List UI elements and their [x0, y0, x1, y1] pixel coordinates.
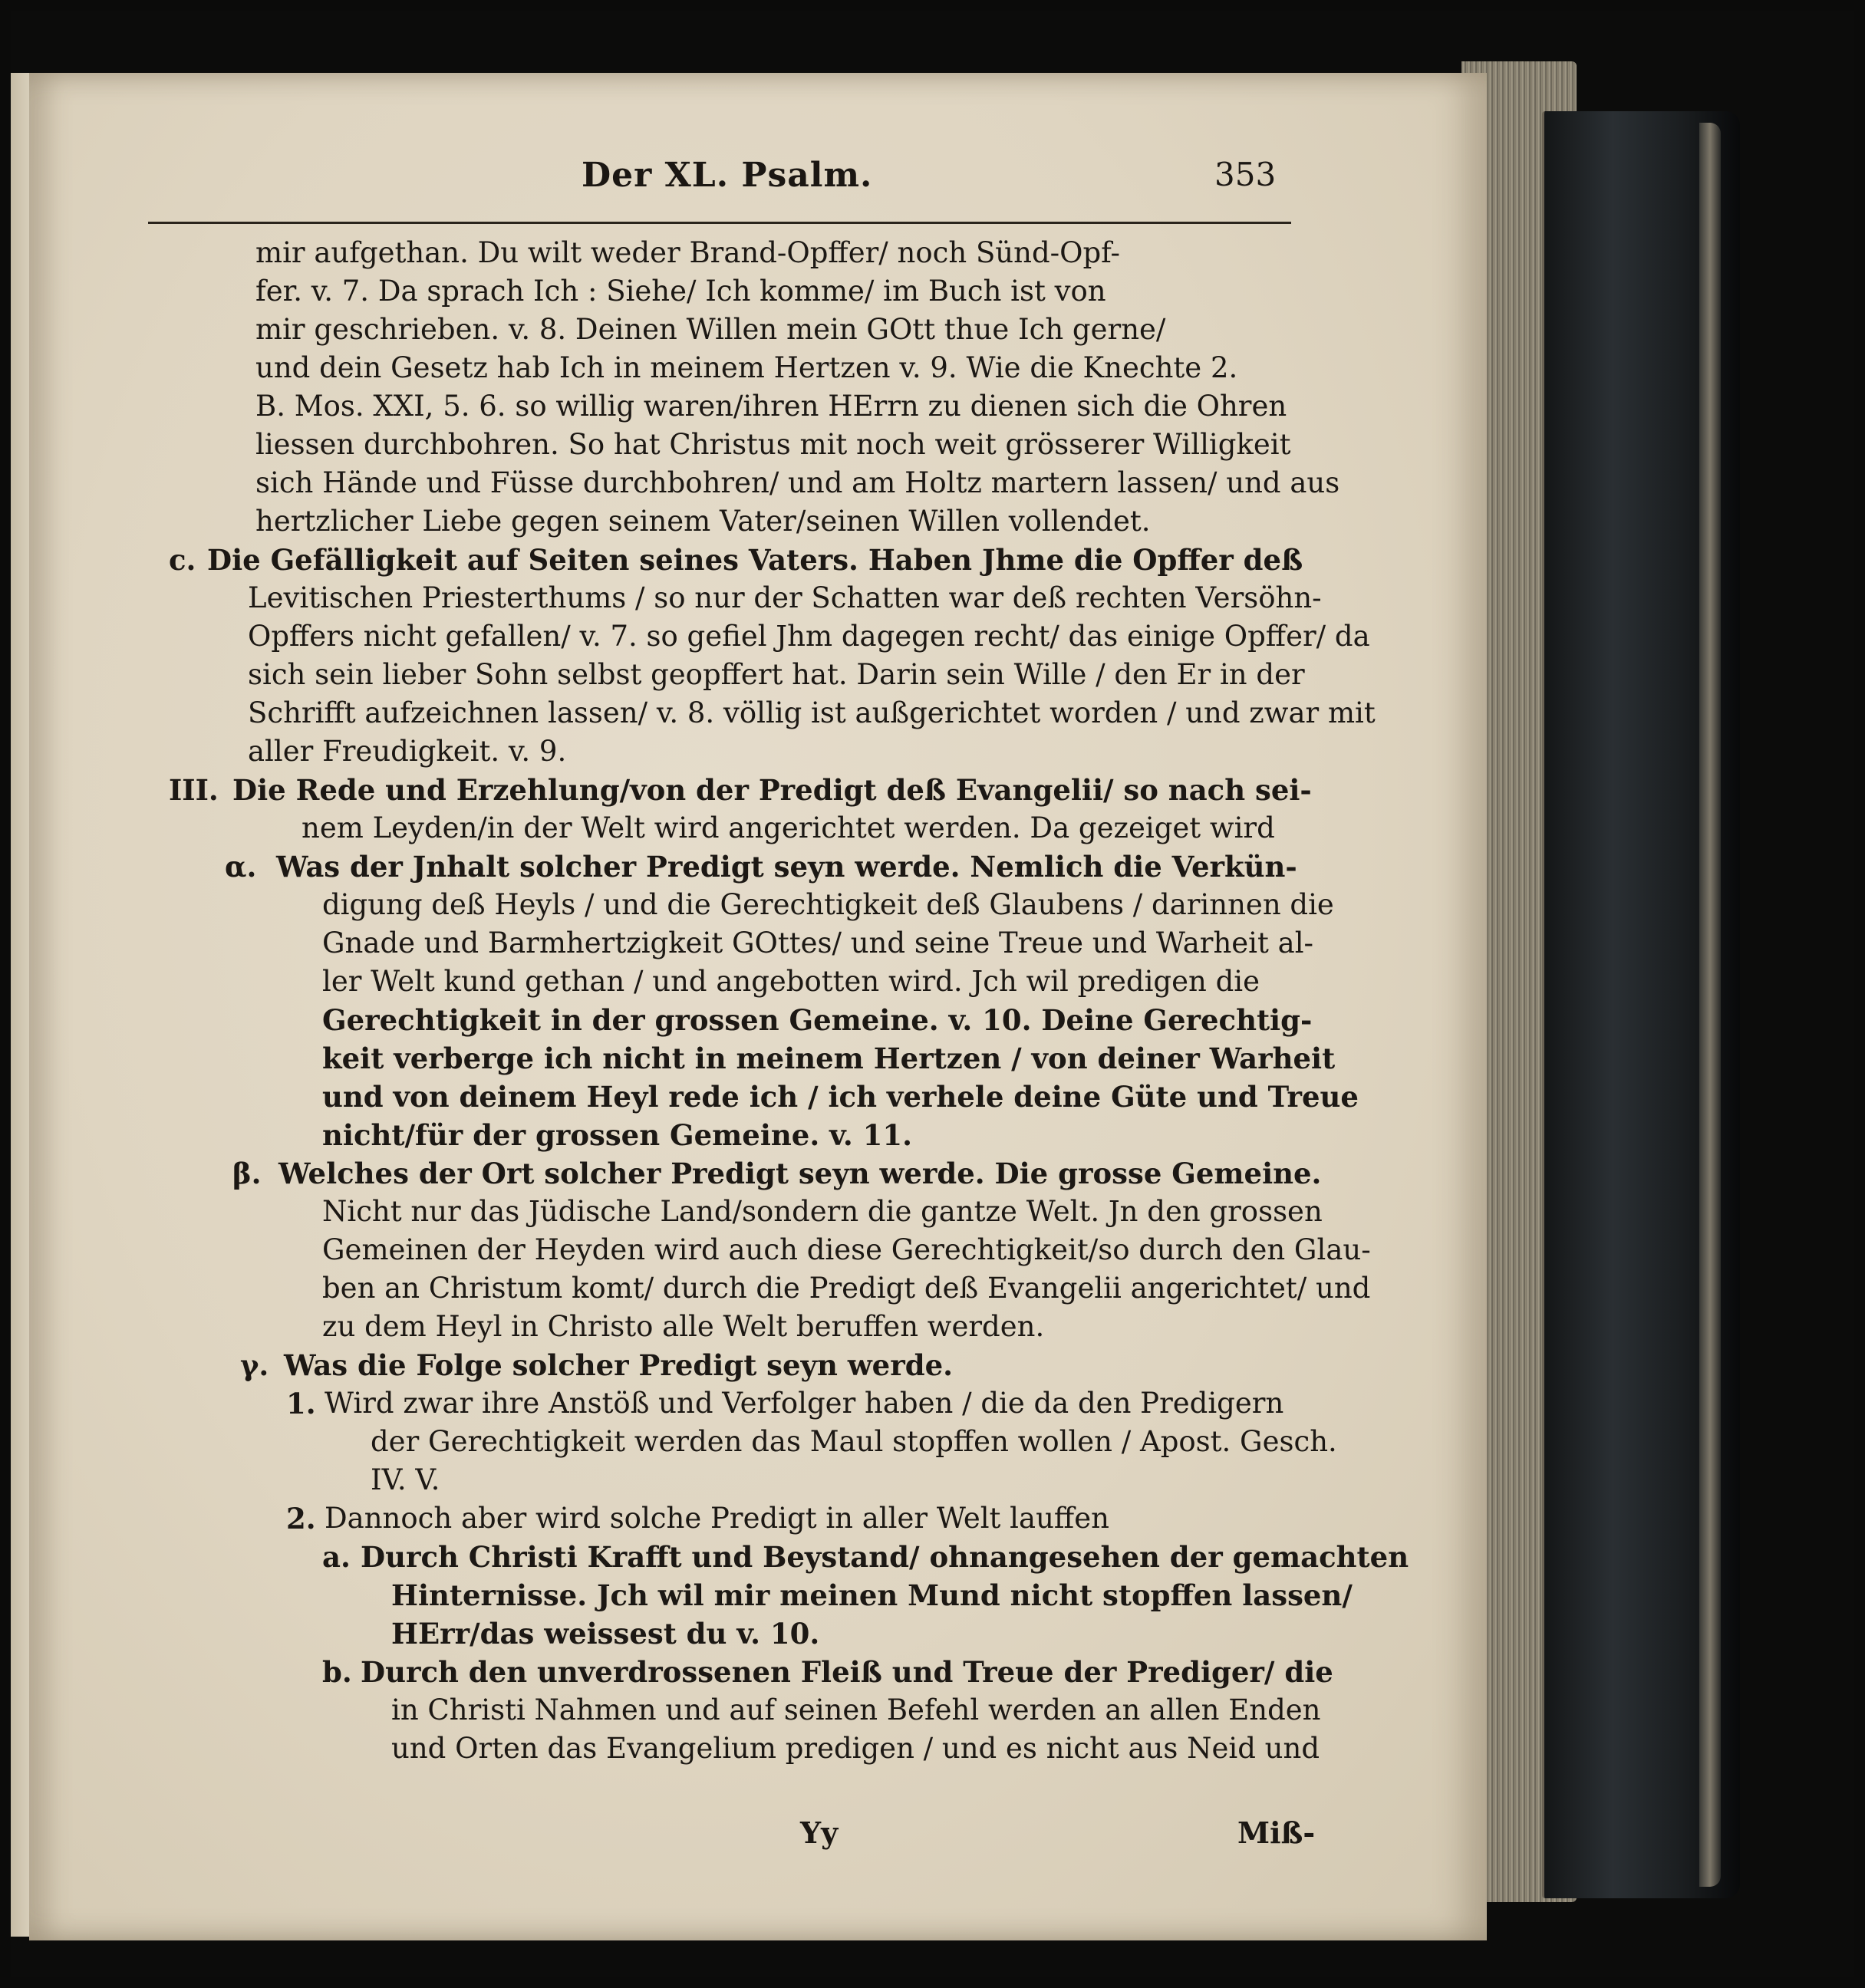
text-line: hertzlicher Liebe gegen seinem Vater/seinen Willen vollendet. — [255, 505, 1151, 538]
book-page — [29, 73, 1487, 1940]
outline-marker-2: 2. — [286, 1502, 316, 1535]
outline-marker-a: a. — [322, 1540, 351, 1574]
text-line: Opffers nicht gefallen/ v. 7. so gefiel Jhm dagegen recht/ das einige Opffer/ da — [248, 620, 1370, 653]
text-line: der Gerechtigkeit werden das Maul stopffen wollen / Apost. Gesch. — [371, 1425, 1337, 1458]
text-line: und dein Gesetz hab Ich in meinem Hertzen v. 9. Wie die Knechte 2. — [255, 351, 1238, 384]
text-line: Durch den unverdrossenen Fleiß und Treue der Prediger/ die — [361, 1655, 1333, 1689]
text-line: IV. V. — [371, 1463, 440, 1496]
text-line: mir aufgethan. Du wilt weder Brand-Opffer/ noch Sünd-Opf- — [255, 236, 1121, 269]
header-rule — [148, 222, 1291, 224]
outline-marker-alpha: α. — [225, 850, 257, 884]
outline-marker-b: b. — [322, 1655, 352, 1689]
text-line: Levitischen Priesterthums / so nur der Schatten war deß rechten Versöhn- — [248, 581, 1322, 614]
text-line: in Christi Nahmen und auf seinen Befehl werden an allen Enden — [391, 1693, 1321, 1726]
text-line: Was die Folge solcher Predigt seyn werde. — [284, 1348, 954, 1382]
text-line: Was der Jnhalt solcher Predigt seyn werde. Nemlich die Verkün- — [276, 850, 1297, 884]
text-line: HErr/das weissest du v. 10. — [391, 1617, 820, 1651]
text-line: Hinternisse. Jch wil mir meinen Mund nicht stopffen lassen/ — [391, 1578, 1353, 1612]
text-line: Welches der Ort solcher Predigt seyn werde. Die grosse Gemeine. — [278, 1157, 1322, 1190]
facing-page-edge — [0, 73, 31, 1937]
text-line: Nicht nur das Jüdische Land/sondern die gantze Welt. Jn den grossen — [322, 1195, 1323, 1228]
text-line: Die Gefälligkeit auf Seiten seines Vaters. Haben Jhme die Opffer deß — [207, 543, 1303, 577]
text-line: sich sein lieber Sohn selbst geopffert hat. Darin sein Wille / den Er in der — [248, 658, 1305, 691]
outline-marker-beta: β. — [232, 1157, 262, 1190]
text-line: aller Freudigkeit. v. 9. — [248, 735, 567, 768]
outline-marker-c: c. — [169, 543, 196, 577]
text-line: sich Hände und Füsse durchbohren/ und am Holtz martern lassen/ und aus — [255, 466, 1340, 499]
text-line: und Orten das Evangelium predigen / und es nicht aus Neid und — [391, 1732, 1320, 1765]
text-line: und von deinem Heyl rede ich / ich verhele deine Güte und Treue — [322, 1080, 1359, 1114]
text-line: liessen durchbohren. So hat Christus mit noch weit grösserer Willigkeit — [255, 428, 1291, 461]
text-line: mir geschrieben. v. 8. Deinen Willen mein GOtt thue Ich gerne/ — [255, 313, 1166, 346]
outline-marker-1: 1. — [286, 1387, 316, 1420]
text-line: keit verberge ich nicht in meinem Hertzen / von deiner Warheit — [322, 1042, 1336, 1075]
cover-edge — [1699, 123, 1721, 1887]
outline-marker-III: III. — [169, 773, 219, 807]
text-line: Dannoch aber wird solche Predigt in aller Welt lauffen — [325, 1502, 1109, 1535]
text-line: ler Welt kund gethan / und angebotten wird. Jch wil predigen die — [322, 965, 1260, 998]
text-line: fer. v. 7. Da sprach Ich : Siehe/ Ich komme/ im Buch ist von — [255, 275, 1106, 308]
text-line: nem Leyden/in der Welt wird angerichtet werden. Da gezeiget wird — [301, 811, 1275, 844]
text-line: Gnade und Barmhertzigkeit GOttes/ und seine Treue und Warheit al- — [322, 927, 1314, 959]
text-line: digung deß Heyls / und die Gerechtigkeit deß Glaubens / darinnen die — [322, 888, 1334, 921]
outline-marker-gamma: γ. — [240, 1348, 269, 1382]
text-line: Wird zwar ihre Anstöß und Verfolger haben / die da den Predigern — [325, 1387, 1284, 1420]
page-number: 353 — [1214, 156, 1277, 193]
text-line: B. Mos. XXI, 5. 6. so willig waren/ihren HErrn zu dienen sich die Ohren — [255, 390, 1287, 423]
text-line: Gerechtigkeit in der grossen Gemeine. v. 10. Deine Gerechtig- — [322, 1003, 1313, 1037]
text-line: Durch Christi Krafft und Beystand/ ohnangesehen der gemachten — [361, 1540, 1409, 1574]
running-title: Der XL. Psalm. — [582, 156, 873, 195]
text-line: zu dem Heyl in Christo alle Welt beruffen werden. — [322, 1310, 1045, 1343]
text-line: Gemeinen der Heyden wird auch diese Gerechtigkeit/so durch den Glau- — [322, 1233, 1371, 1266]
signature-mark: Yy — [800, 1815, 839, 1850]
running-head — [29, 73, 1487, 150]
text-line: nicht/für der grossen Gemeine. v. 11. — [322, 1118, 912, 1152]
catchword: Miß- — [1237, 1815, 1316, 1850]
text-line: Schrifft aufzeichnen lassen/ v. 8. völlig ist außgerichtet worden / und zwar mit — [248, 696, 1376, 729]
text-line: Die Rede und Erzehlung/von der Predigt deß Evangelii/ so nach sei- — [232, 773, 1312, 807]
text-line: ben an Christum komt/ durch die Predigt deß Evangelii angerichtet/ und — [322, 1272, 1371, 1305]
